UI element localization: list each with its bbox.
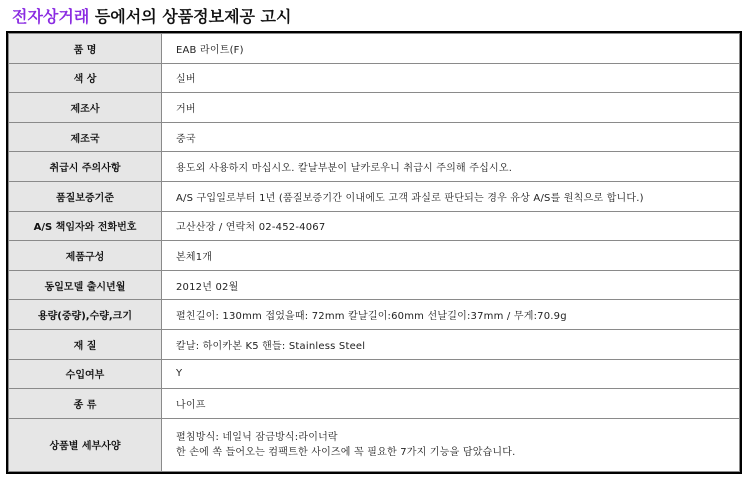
spec-line: 펼침방식: 네일닉 잠금방식:라이너락 [176, 431, 338, 443]
row-value [162, 418, 740, 471]
table-row [9, 241, 740, 271]
row-label: 동일모델 출시년월 [9, 270, 162, 300]
row-label: 색 상 [9, 63, 162, 93]
row-value: EAB 라이트(F) [162, 34, 740, 64]
row-label: 종 류 [9, 389, 162, 419]
row-value: A/S 구입일로부터 1년 (품질보증기간 이내에도 고객 과실로 판단되는 경우 유상 A/S를 원칙으로 합니다.) [162, 181, 740, 211]
table-row [9, 300, 740, 330]
row-label: 재 질 [9, 329, 162, 359]
row-label: 용량(중량),수량,크기 [9, 300, 162, 330]
row-value: 용도외 사용하지 마십시오. 칼날부분이 날카로우니 취급시 주의해 주십시오. [162, 152, 740, 182]
row-value: 고산산장 / 연락처 02-452-4067 [162, 211, 740, 241]
row-value: 칼날: 하이카본 K5 핸들: Stainless Steel [162, 329, 740, 359]
spec-line: 한 손에 쏙 들어오는 컴팩트한 사이즈에 꼭 필요한 7가지 기능을 담았습니다. [176, 446, 516, 458]
title-highlight: 전자상거래 [12, 7, 90, 26]
table-row [9, 270, 740, 300]
row-label: 제품구성 [9, 241, 162, 271]
row-value: 중국 [162, 122, 740, 152]
product-info-table [6, 31, 742, 474]
table-row [9, 389, 740, 419]
table-row [9, 418, 740, 471]
row-value: 본체1개 [162, 241, 740, 271]
row-label: A/S 책임자와 전화번호 [9, 211, 162, 241]
row-label: 제조사 [9, 93, 162, 123]
title-rest: 등에서의 상품정보제공 고시 [89, 7, 292, 26]
row-value: 나이프 [162, 389, 740, 419]
row-value: 2012년 02월 [162, 270, 740, 300]
row-label: 품 명 [9, 34, 162, 64]
table-row [9, 181, 740, 211]
row-value: 실버 [162, 63, 740, 93]
table-row [9, 93, 740, 123]
table-row [9, 34, 740, 64]
row-label: 제조국 [9, 122, 162, 152]
row-label: 수입여부 [9, 359, 162, 389]
row-value: Y [162, 359, 740, 389]
row-label: 취급시 주의사항 [9, 152, 162, 182]
table-row [9, 329, 740, 359]
page-title [12, 4, 291, 27]
row-value: 거버 [162, 93, 740, 123]
row-value: 펼친길이: 130mm 접었을때: 72mm 칼날길이:60mm 선날길이:37mm / 무게:70.9g [162, 300, 740, 330]
table-row [9, 359, 740, 389]
table-row [9, 63, 740, 93]
row-label: 상품별 세부사양 [9, 418, 162, 471]
table-row [9, 152, 740, 182]
table-row [9, 211, 740, 241]
row-label: 품질보증기준 [9, 181, 162, 211]
table-row [9, 122, 740, 152]
